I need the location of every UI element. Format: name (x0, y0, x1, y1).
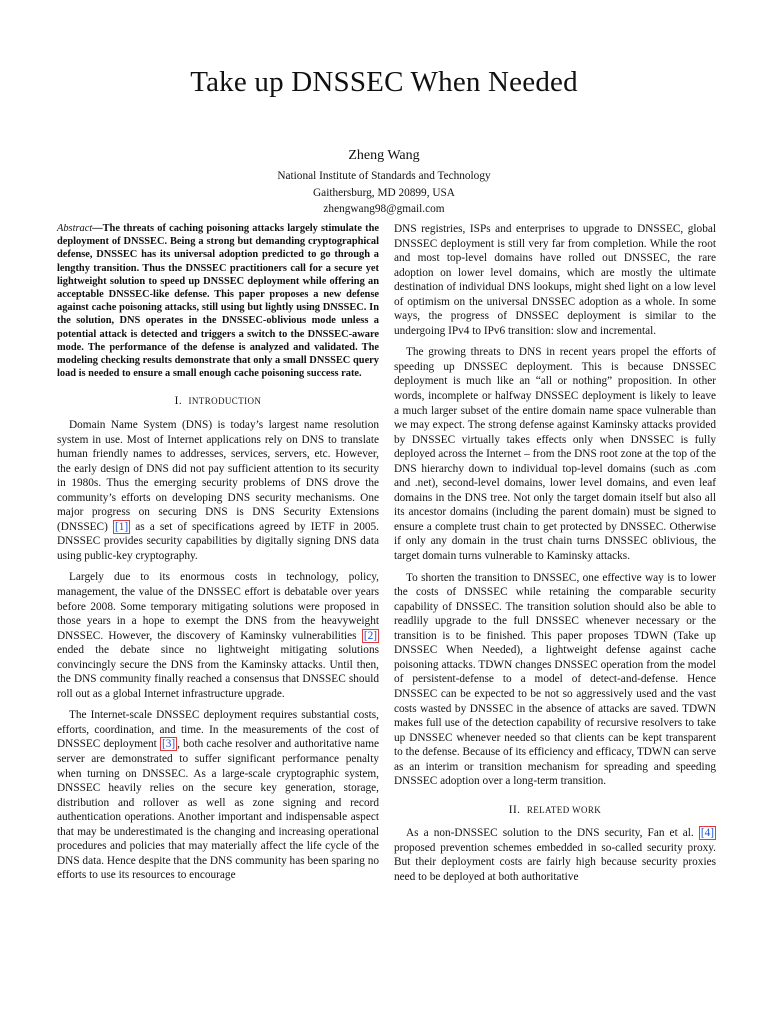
text-run: As a non-DNSSEC solution to the DNS security, Fan et al. (406, 827, 699, 840)
citation-link[interactable]: [1] (114, 520, 129, 533)
text-run: , both cache resolver and authoritative name server are demonstrated to suffer significant performance penalty when turning on DNSSEC. As a large-scale cryptographic system, DNSSEC heavily relies on the secure key generation, storage, distribution and rollover as well as zone signing and record authentication operations. Another important and indispensable aspect that may be underestimated is the changing and increasing operational procedures and policies that may materially affect the life cycle of the DNS data. Hence despite that the DNS community has been sparing no efforts to use its resources to encourage (57, 738, 379, 882)
email: zhengwang98@gmail.com (323, 203, 445, 215)
intro-paragraph-2 (57, 570, 379, 701)
citation-link[interactable]: [4] (700, 827, 714, 840)
section-heading-related-work (394, 803, 716, 818)
section-numeral: II. (508, 803, 521, 816)
citation-link[interactable]: [3] (161, 738, 176, 751)
left-column (57, 222, 379, 890)
text-run: as a set of specifications agreed by IETF in 2005. DNSSEC provides security capabilities by digitally signing DNS data using public-key cryptography. (57, 520, 379, 562)
intro-paragraph-1 (57, 418, 379, 563)
intro-paragraph-3 (57, 708, 379, 883)
abstract (57, 222, 379, 380)
section-numeral: I. (174, 395, 183, 408)
paper-title: Take up DNSSEC When Needed (190, 66, 578, 98)
citation-link[interactable]: [2] (363, 629, 377, 642)
affiliation: National Institute of Standards and Technology (277, 170, 491, 182)
section-title: INTRODUCTION (188, 396, 262, 407)
text-run: proposed prevention schemes embedded in so-called security proxy. But their deployment costs are fairly high because security proxies need to be deployed at both authoritative (394, 841, 716, 883)
text-run: Domain Name System (DNS) is today’s largest name resolution system in use. Most of Internet applications rely on DNS to translate human friendly names to addresses, services, servers, etc. However, the early design of DNS did not pay sufficient attention to its security in 1980s. Thus the emerging security problems of DNS drove the community’s efforts on developing DNS security mechanisms. One major progress on securing DNS is DNS Security Extensions (DNSSEC) (57, 418, 379, 533)
text-run: Largely due to its enormous costs in technology, policy, management, the value of the DNSSEC effort is debatable over years before 2008. Some temporary mitigating solutions were proposed in those years in a hope to exempt the DNS from the heavyweight DNSSEC. However, the discovery of Kaminsky vulnerabilities (57, 571, 379, 642)
author-name: Zheng Wang (348, 148, 420, 163)
section-title: RELATED WORK (526, 804, 602, 815)
abstract-label: Abstract (57, 223, 93, 234)
intro-paragraph-5: To shorten the transition to DNSSEC, one effective way is to lower the costs of DNSSEC while retaining the comparable security capability of DNSSEC. The transition solution should also be able to readlily upgrade to the full DNSSEC whenever necessary or the transition is to be finished. This paper proposes TDWN (Take up DNSSEC When Needed), a lightweight defense against cache poisoning attacks. TDWN changes DNSSEC operation from the model of persistent-defense to a model of detect-and-defense. Hence DNSSEC can be expected to be not so aggressively used and the vast costs wasted by DNSSEC in the absence of attacks are saved. TDWN makes full use of the detection capability of recursive resolvers to take up DNSSEC whenever needed so that clients can be kept transparent to the defense. Because of its efficiency and efficacy, TDWN can serve as an interim or transition mechanism for spreading and speeding DNSSEC adoption over a long-term transition. (394, 571, 716, 788)
section-heading-introduction (57, 394, 379, 409)
address: Gaithersburg, MD 20899, USA (313, 186, 455, 199)
text-run: ended the debate since no lightweight mitigating solutions convincingly secure the DNS from the Kaminsky attacks. Until then, the DNS community finally reached a consensus that DNSSEC should roll out as a global Internet infrastructure upgrade. (57, 644, 379, 700)
text-run: The Internet-scale DNSSEC deployment requires substantial costs, efforts, coordination, and time. In the measurements of the cost of DNSSEC deployment (57, 709, 379, 751)
intro-paragraph-4: The growing threats to DNS in recent years propel the efforts of speeding up DNSSEC deployment. This is because DNSSEC deployment is much like an “all or nothing” proposition. In other words, incomplete or halfway DNSSEC deployment is likely to leave a much larger subset of the entire domain name space vulnerable than we may expect. The strong defense against Kaminsky attacks provided by DNSSEC virtually takes effects only when DNSSEC is fully deployed across the Internet – from the DNS root zone at the top of the DNS hierarchy down to individual top-level domains (such as .com and .net), second-level domains, lower level domains, and even leaf domains in the DNS tree. Not only the target domain itself but also all its ancestor domains (including the parent domain) must be signed to ensure a complete trust chain to get protected by DNSSEC. Otherwise if only any domain in the trust chain turns DNSSEC oblivious, the target domain turns vulnerable to Kaminsky attacks. (394, 346, 716, 563)
right-column (394, 222, 716, 892)
abstract-text: —The threats of caching poisoning attacks largely stimulate the deployment of DNSSEC. Being a strong but demanding cryptographical defense, DNSSEC has its universal adoption predicted to go through a lengthy transition. Thus the DNSSEC practitioners call for a secure yet lightweight solution to speed up DNSSEC deployment while offering an acceptable DNSSEC-like defense. This paper proposes a new defense against cache poisoning attacks, still using but lightly using DNSSEC. In the solution, DNS operates in the DNSSEC-oblivious mode unless a potential attack is detected and triggers a switch to the DNSSEC-aware mode. The performance of the defense is analyzed and validated. The modeling checking results demonstrate that only a small DNSSEC query load is needed to ensure a small enough cache poisoning success rate. (57, 223, 379, 380)
author-block (0, 146, 768, 218)
intro-paragraph-3-continued: DNS registries, ISPs and enterprises to upgrade to DNSSEC, global DNSSEC deployment is still very far from completion. While the root and most top-level domains have rolled out DNSSEC, the rare adoption on lower level domains, which are mostly the ultimate destination of individual DNS lookups, might shed light on a low level of optimism on the universal DNSSEC adoption as a whole. In some ways, the progress of DNSSEC deployment is similar to the undergoing IPv4 to IPv6 transition: slow and incremental. (394, 223, 716, 337)
related-paragraph-1 (394, 826, 716, 884)
